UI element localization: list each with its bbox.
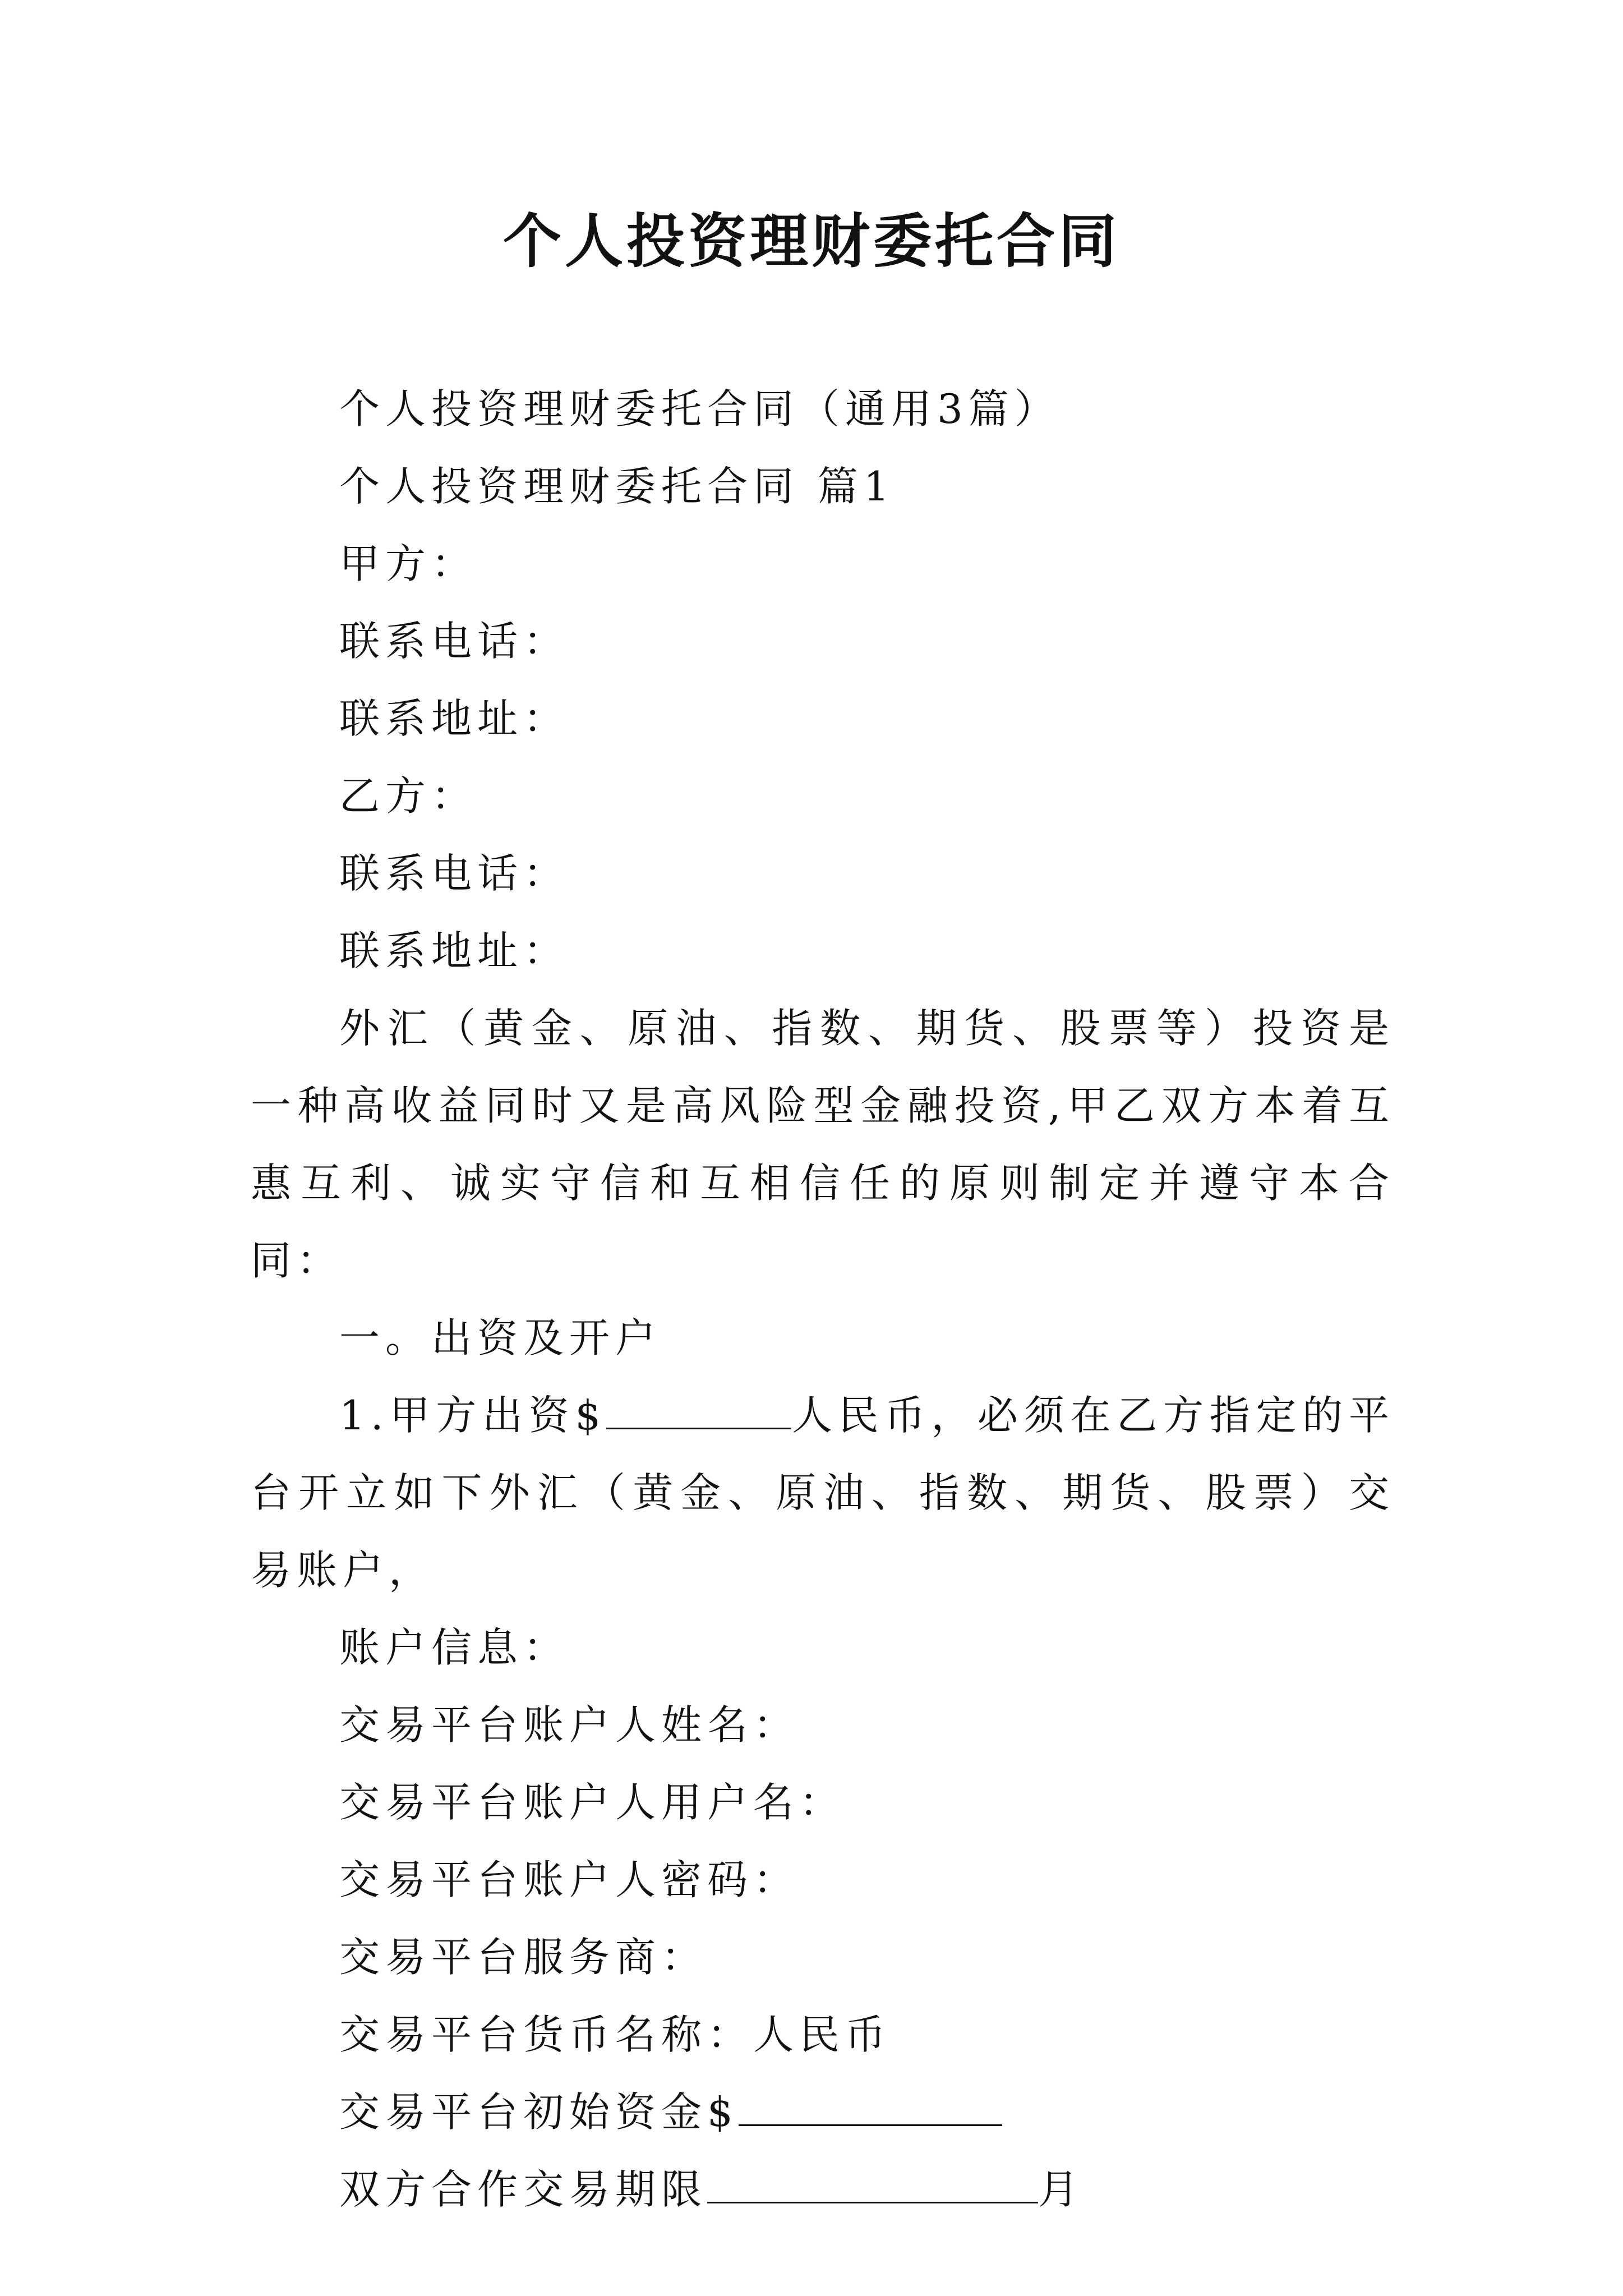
party-a-phone: 联系电话： (339, 618, 570, 665)
account-info-label: 账户信息： (339, 1624, 570, 1671)
account-username: 交易平台账户人用户名： (339, 1779, 846, 1826)
investment-amount-blank (606, 1391, 791, 1429)
initial-funds-label: 交易平台初始资金$ (339, 2088, 739, 2136)
intro-paragraph: 外汇（黄金、原油、指数、期货、股票等）投资是一种高收益同时又是高风险型金融投资,甲乙双方本着互惠互利、诚实守信和互相信任的原则制定并遵守本合同： (251, 1005, 1395, 1284)
clause-1-prefix: 1.甲方出资$ (339, 1392, 607, 1439)
section-heading: 个人投资理财委托合同 篇1 (339, 463, 895, 510)
party-b-label: 乙方： (339, 772, 478, 820)
document-body (251, 370, 1395, 2228)
account-holder-name: 交易平台账户人姓名： (339, 1701, 800, 1749)
document-subtitle: 个人投资理财委托合同（通用3篇） (339, 385, 1061, 432)
term-unit: 月 (1038, 2166, 1085, 2213)
term-line (251, 2151, 1395, 2228)
currency-name: 交易平台货币名称：人民币 (339, 2011, 892, 2058)
term-blank (707, 2165, 1038, 2203)
clause-1-suffix: 人民币，必须在乙方指定的平台开立如下外汇（黄金、原油、指数、期货、股票）交易账户， (251, 1392, 1395, 1594)
account-password: 交易平台账户人密码： (339, 1856, 800, 1903)
platform-provider: 交易平台服务商： (339, 1934, 708, 1981)
clause-one-heading: 一。出资及开户 (339, 1314, 662, 1361)
clause-1-paragraph (251, 1377, 1395, 1609)
initial-funds-line (251, 2073, 1395, 2151)
party-a-label: 甲方： (339, 540, 478, 587)
document-title: 个人投资理财委托合同 (502, 206, 1120, 275)
party-b-phone: 联系电话： (339, 850, 570, 897)
party-a-address: 联系地址： (339, 695, 570, 742)
initial-funds-blank (739, 2087, 1002, 2126)
term-label: 双方合作交易期限 (339, 2166, 708, 2213)
party-b-address: 联系地址： (339, 927, 570, 974)
